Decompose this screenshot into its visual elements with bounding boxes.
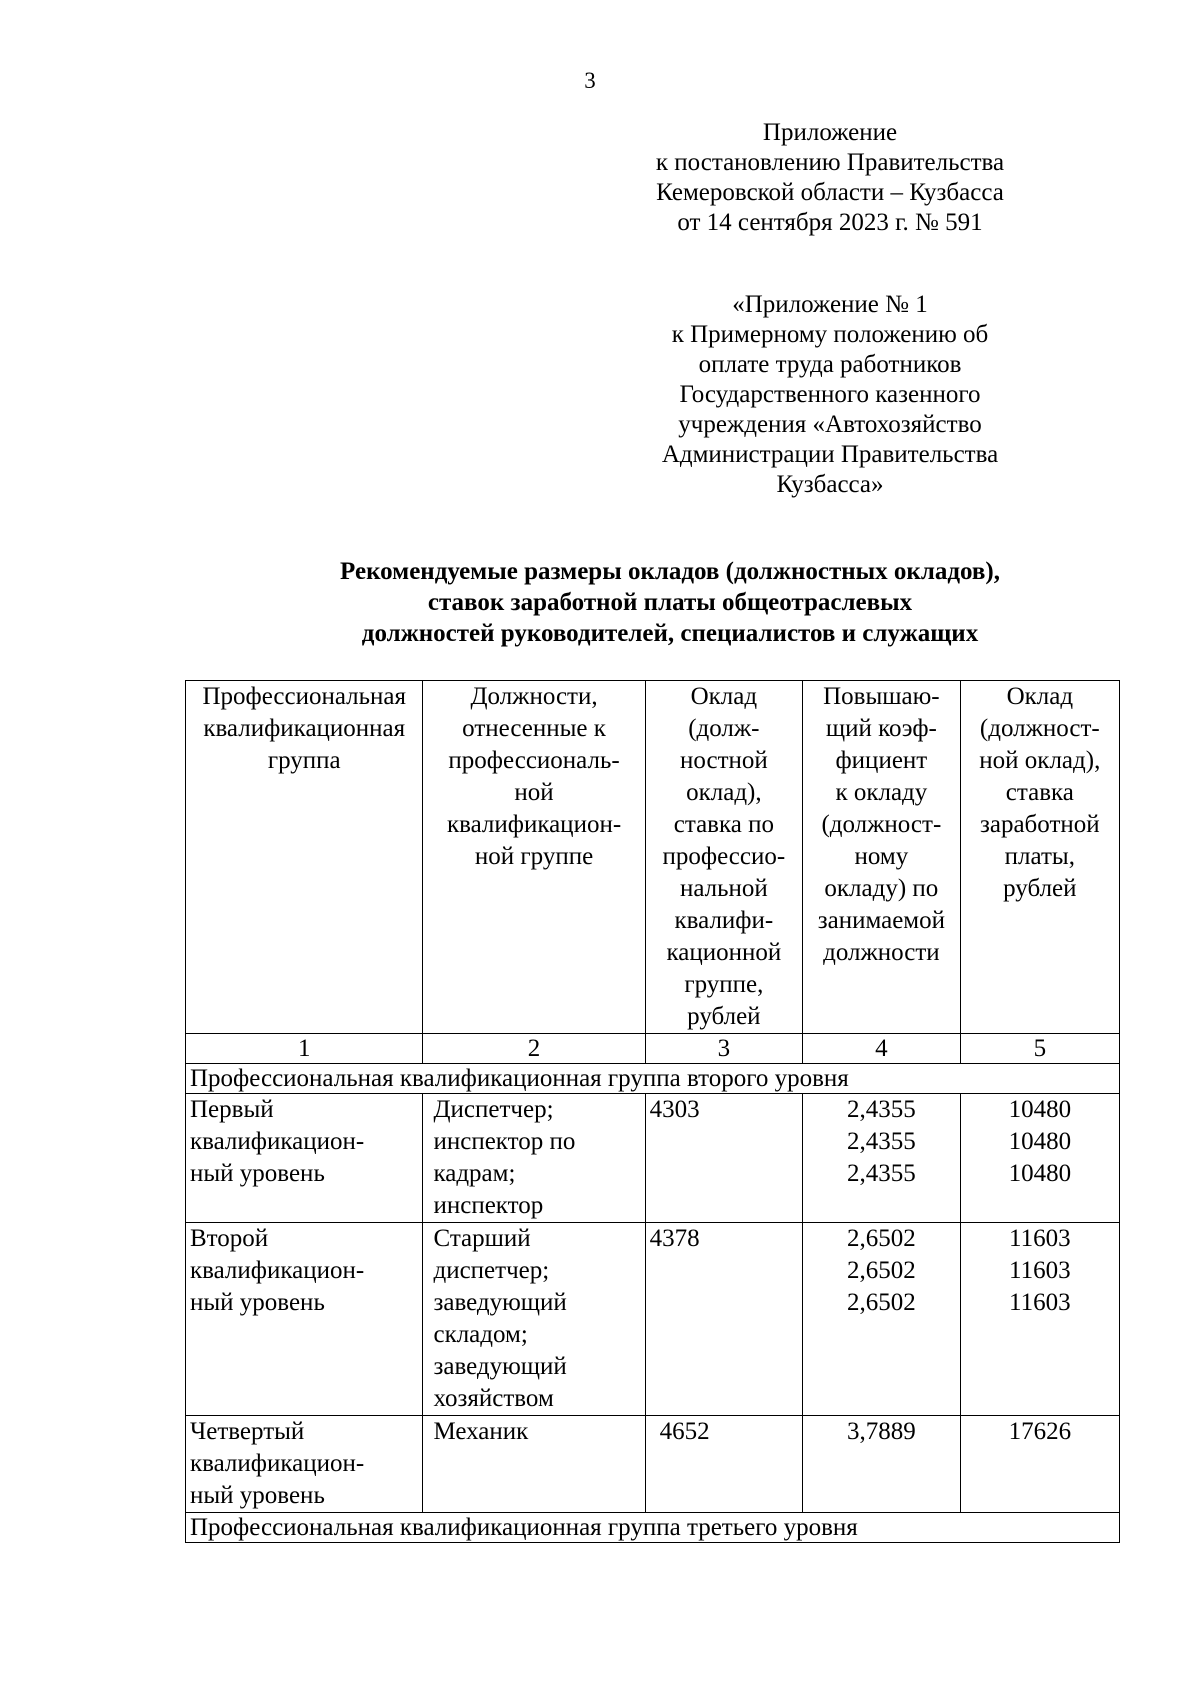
title-line: Рекомендуемые размеры окладов (должностных окладов), (340, 558, 1000, 585)
header-group: Профессиональная квалификационная группа (186, 681, 423, 1034)
header-positions: Должности, отнесенные к профессиональ- ной квалификацион- ной группе (423, 681, 645, 1034)
header-total: Оклад (должност- ной оклад), ставка заработной платы, рублей (960, 681, 1119, 1034)
total-cell: 11603 11603 11603 (960, 1223, 1119, 1416)
title-line: должностей руководителей, специалистов и служащих (361, 620, 979, 647)
header-coefficient: Повышаю- щий коэф- фициент к окладу (должност- ному окладу) по занимаемой должности (803, 681, 961, 1034)
table-row (186, 1094, 1120, 1223)
appendix-1-line: учреждения «Автохозяйство (678, 411, 982, 438)
positions-cell: Диспетчер; инспектор по кадрам; инспектор (423, 1094, 645, 1223)
appendix-1-line: оплате труда работников (698, 351, 962, 378)
column-number: 1 (186, 1034, 423, 1064)
column-number: 4 (803, 1034, 961, 1064)
group-row (186, 1064, 1120, 1094)
appendix-header (610, 118, 1050, 238)
coefficient-cell: 2,6502 2,6502 2,6502 (803, 1223, 961, 1416)
appendix-line: от 14 сентября 2023 г. № 591 (677, 209, 983, 236)
salary-cell: 4378 (645, 1223, 802, 1416)
coefficient-cell: 3,7889 (803, 1416, 961, 1513)
qualification-level: Первый квалификацион- ный уровень (186, 1094, 423, 1223)
qualification-level: Второй квалификацион- ный уровень (186, 1223, 423, 1416)
appendix-1-header (610, 290, 1050, 500)
table-row (186, 1223, 1120, 1416)
table-header-row (186, 681, 1120, 1034)
appendix-1-line: Администрации Правительства (661, 441, 999, 468)
total-cell: 17626 (960, 1416, 1119, 1513)
document-title (250, 556, 1090, 649)
group-row (186, 1513, 1120, 1543)
positions-cell: Старший диспетчер; заведующий складом; заведующий хозяйством (423, 1223, 645, 1416)
column-number: 5 (960, 1034, 1119, 1064)
salary-cell: 4303 (645, 1094, 802, 1223)
appendix-1-line: Кузбасса» (776, 471, 884, 498)
appendix-1-line: «Приложение № 1 (732, 291, 928, 318)
column-number-row (186, 1034, 1120, 1064)
header-salary: Оклад (долж- ностной оклад), ставка по профессио- нальной квалифи- кационной группе, рублей (645, 681, 802, 1034)
appendix-line: Приложение (762, 119, 898, 146)
column-number: 3 (645, 1034, 802, 1064)
total-cell: 10480 10480 10480 (960, 1094, 1119, 1223)
page-number: 3 (584, 68, 596, 93)
table-row (186, 1416, 1120, 1513)
salary-cell: 4652 (645, 1416, 802, 1513)
title-line: ставок заработной платы общеотраслевых (427, 589, 913, 616)
column-number: 2 (423, 1034, 645, 1064)
group-title: Профессиональная квалификационная группа второго уровня (186, 1064, 1120, 1094)
appendix-line: Кемеровской области – Кузбасса (656, 179, 1004, 206)
salary-table (185, 680, 1120, 1543)
coefficient-cell: 2,4355 2,4355 2,4355 (803, 1094, 961, 1223)
positions-cell: Механик (423, 1416, 645, 1513)
group-title: Профессиональная квалификационная группа третьего уровня (186, 1513, 1120, 1543)
appendix-line: к постановлению Правительства (655, 149, 1005, 176)
appendix-1-line: к Примерному положению об (671, 321, 989, 348)
appendix-1-line: Государственного казенного (679, 381, 981, 408)
qualification-level: Четвертый квалификацион- ный уровень (186, 1416, 423, 1513)
